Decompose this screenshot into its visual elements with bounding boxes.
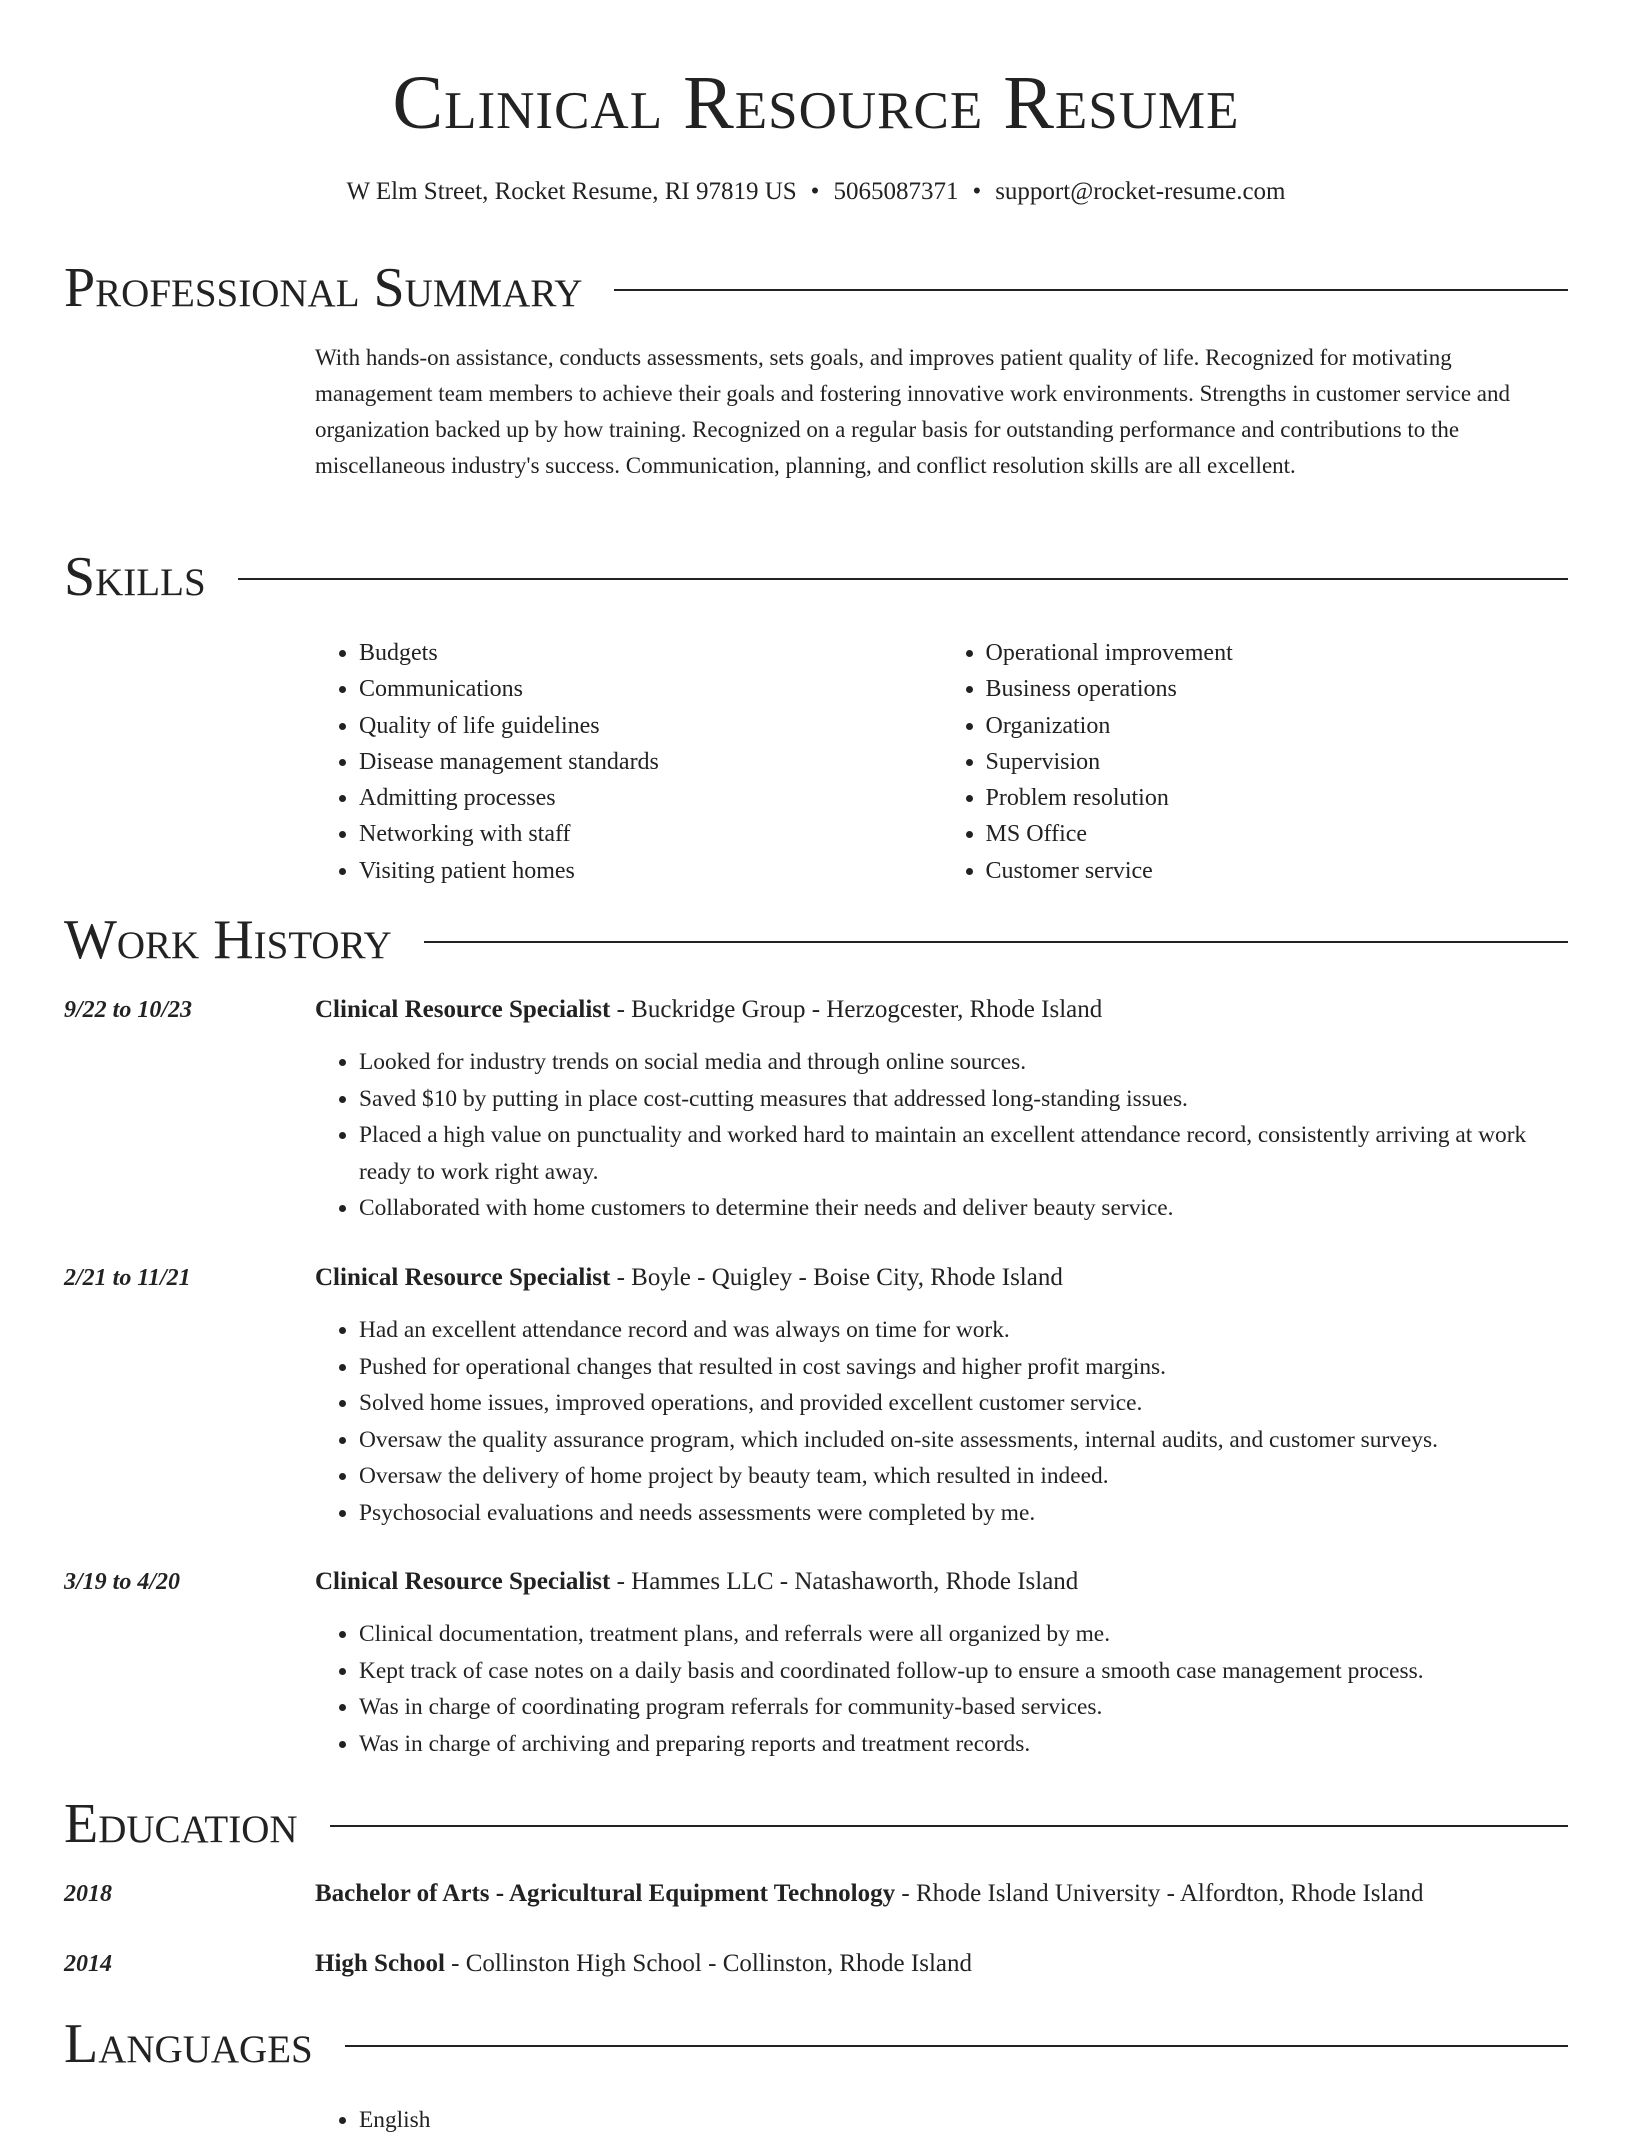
- section-divider: [238, 578, 1568, 580]
- skills-list-left: [315, 635, 942, 889]
- skill-item: • Visiting patient homes: [359, 853, 942, 889]
- contact-email: support@rocket-resume.com: [995, 178, 1286, 205]
- education-entry: [64, 1876, 1568, 1912]
- job-entry: [64, 1260, 1568, 1531]
- work-history-section: [64, 910, 1568, 970]
- skills-header: [64, 547, 1568, 607]
- job-employer: - Hammes LLC - Natashaworth, Rhode Island: [610, 1568, 1079, 1595]
- education-year: 2018: [64, 1881, 112, 1907]
- job-bullet: • Saved $10 by putting in place cost-cutting measures that addressed long-standing issues.: [359, 1081, 1568, 1118]
- job-title: Clinical Resource Specialist: [315, 1264, 611, 1291]
- education-section: [64, 1794, 1568, 1854]
- education-header-line: [315, 1946, 1568, 1982]
- section-divider: [345, 2045, 1568, 2047]
- job-entry: [64, 992, 1568, 1227]
- section-divider: [424, 941, 1568, 943]
- job-bullet: • Pushed for operational changes that resulted in cost savings and higher profit margins.: [359, 1349, 1568, 1386]
- skill-item: • Problem resolution: [986, 780, 1569, 816]
- summary-section: [64, 258, 1568, 484]
- language-item: • English: [359, 2102, 1568, 2139]
- skill-item: • Business operations: [986, 671, 1569, 707]
- education-header-line: [315, 1876, 1568, 1912]
- job-bullet: • Psychosocial evaluations and needs assessments were completed by me.: [359, 1495, 1568, 1532]
- contact-separator: •: [972, 178, 982, 205]
- skills-heading: Skills: [64, 546, 206, 608]
- job-bullet: • Collaborated with home customers to determine their needs and deliver beauty service.: [359, 1190, 1568, 1227]
- job-bullet: • Clinical documentation, treatment plans, and referrals were all organized by me.: [359, 1616, 1568, 1653]
- languages-section: [64, 2014, 1568, 2139]
- work-history-header: [64, 910, 1568, 970]
- education-degree: Bachelor of Arts - Agricultural Equipment Technology: [315, 1880, 896, 1907]
- contact-address: W Elm Street, Rocket Resume, RI 97819 US: [346, 178, 797, 205]
- job-bullets: [315, 1312, 1568, 1531]
- job-title: Clinical Resource Specialist: [315, 996, 611, 1023]
- skill-item: • Disease management standards: [359, 744, 942, 780]
- job-bullet: • Was in charge of archiving and preparing reports and treatment records.: [359, 1726, 1568, 1763]
- summary-header: [64, 258, 1568, 318]
- skill-item: • Networking with staff: [359, 816, 942, 852]
- section-divider: [614, 289, 1568, 291]
- job-bullets: [315, 1044, 1568, 1227]
- work-history-heading: Work History: [64, 909, 392, 971]
- skill-item: • MS Office: [986, 816, 1569, 852]
- job-dates: 3/19 to 4/20: [64, 1569, 181, 1595]
- skill-item: • Organization: [986, 708, 1569, 744]
- job-employer: - Boyle - Quigley - Boise City, Rhode Island: [610, 1264, 1063, 1291]
- contact-line: [0, 174, 1632, 210]
- job-header: [315, 992, 1568, 1028]
- summary-text: With hands-on assistance, conducts assessments, sets goals, and improves patient quality of life. Recognized for motivating management team members to achieve their goals and fostering innovative work environments. Strengths in customer service and organization backed up by how training. Recognized on a regular basis for outstanding performance and contributions to the miscellaneous industry's success. Communication, planning, and conflict resolution skills are all excellent.: [315, 345, 1511, 478]
- skill-item: • Supervision: [986, 744, 1569, 780]
- skills-grid: [315, 635, 1568, 889]
- education-header: [64, 1794, 1568, 1854]
- education-school: - Collinston High School - Collinston, Rhode Island: [444, 1950, 972, 1977]
- languages-heading: Languages: [64, 2013, 313, 2075]
- job-bullet: • Oversaw the quality assurance program, which included on-site assessments, internal audits, and customer surveys.: [359, 1422, 1568, 1459]
- contact-separator: •: [810, 178, 820, 205]
- job-bullet: • Oversaw the delivery of home project by beauty team, which resulted in indeed.: [359, 1458, 1568, 1495]
- job-title: Clinical Resource Specialist: [315, 1568, 611, 1595]
- languages-list: [315, 2102, 1568, 2139]
- job-header: [315, 1260, 1568, 1296]
- skill-item: • Operational improvement: [986, 635, 1569, 671]
- resume-title: Clinical Resource Resume: [392, 61, 1240, 145]
- languages-header: [64, 2014, 1568, 2074]
- section-divider: [330, 1825, 1568, 1827]
- education-school: - Rhode Island University - Alfordton, Rhode Island: [895, 1880, 1424, 1907]
- contact-phone: 5065087371: [833, 178, 959, 205]
- skills-section: [64, 547, 1568, 889]
- summary-heading: Professional Summary: [64, 257, 583, 319]
- education-degree: High School: [315, 1950, 445, 1977]
- job-bullet: • Looked for industry trends on social media and through online sources.: [359, 1044, 1568, 1081]
- education-year: 2014: [64, 1951, 112, 1977]
- education-heading: Education: [64, 1793, 298, 1855]
- job-employer: - Buckridge Group - Herzogcester, Rhode Island: [610, 996, 1103, 1023]
- skill-item: • Budgets: [359, 635, 942, 671]
- skills-list-right: [942, 635, 1569, 889]
- job-bullets: [315, 1616, 1568, 1762]
- job-bullet: • Placed a high value on punctuality and worked hard to maintain an excellent attendance record, consistently arriving at work ready to work right away.: [359, 1117, 1568, 1190]
- skill-item: • Admitting processes: [359, 780, 942, 816]
- job-bullet: • Had an excellent attendance record and was always on time for work.: [359, 1312, 1568, 1349]
- job-dates: 9/22 to 10/23: [64, 997, 193, 1023]
- job-bullet: • Was in charge of coordinating program referrals for community-based services.: [359, 1689, 1568, 1726]
- job-entry: [64, 1564, 1568, 1762]
- job-bullet: • Solved home issues, improved operations, and provided excellent customer service.: [359, 1385, 1568, 1422]
- job-dates: 2/21 to 11/21: [64, 1265, 191, 1291]
- skill-item: • Customer service: [986, 853, 1569, 889]
- job-bullet: • Kept track of case notes on a daily basis and coordinated follow-up to ensure a smooth case management process.: [359, 1653, 1568, 1690]
- education-entry: [64, 1946, 1568, 1982]
- skill-item: • Communications: [359, 671, 942, 707]
- skill-item: • Quality of life guidelines: [359, 708, 942, 744]
- job-header: [315, 1564, 1568, 1600]
